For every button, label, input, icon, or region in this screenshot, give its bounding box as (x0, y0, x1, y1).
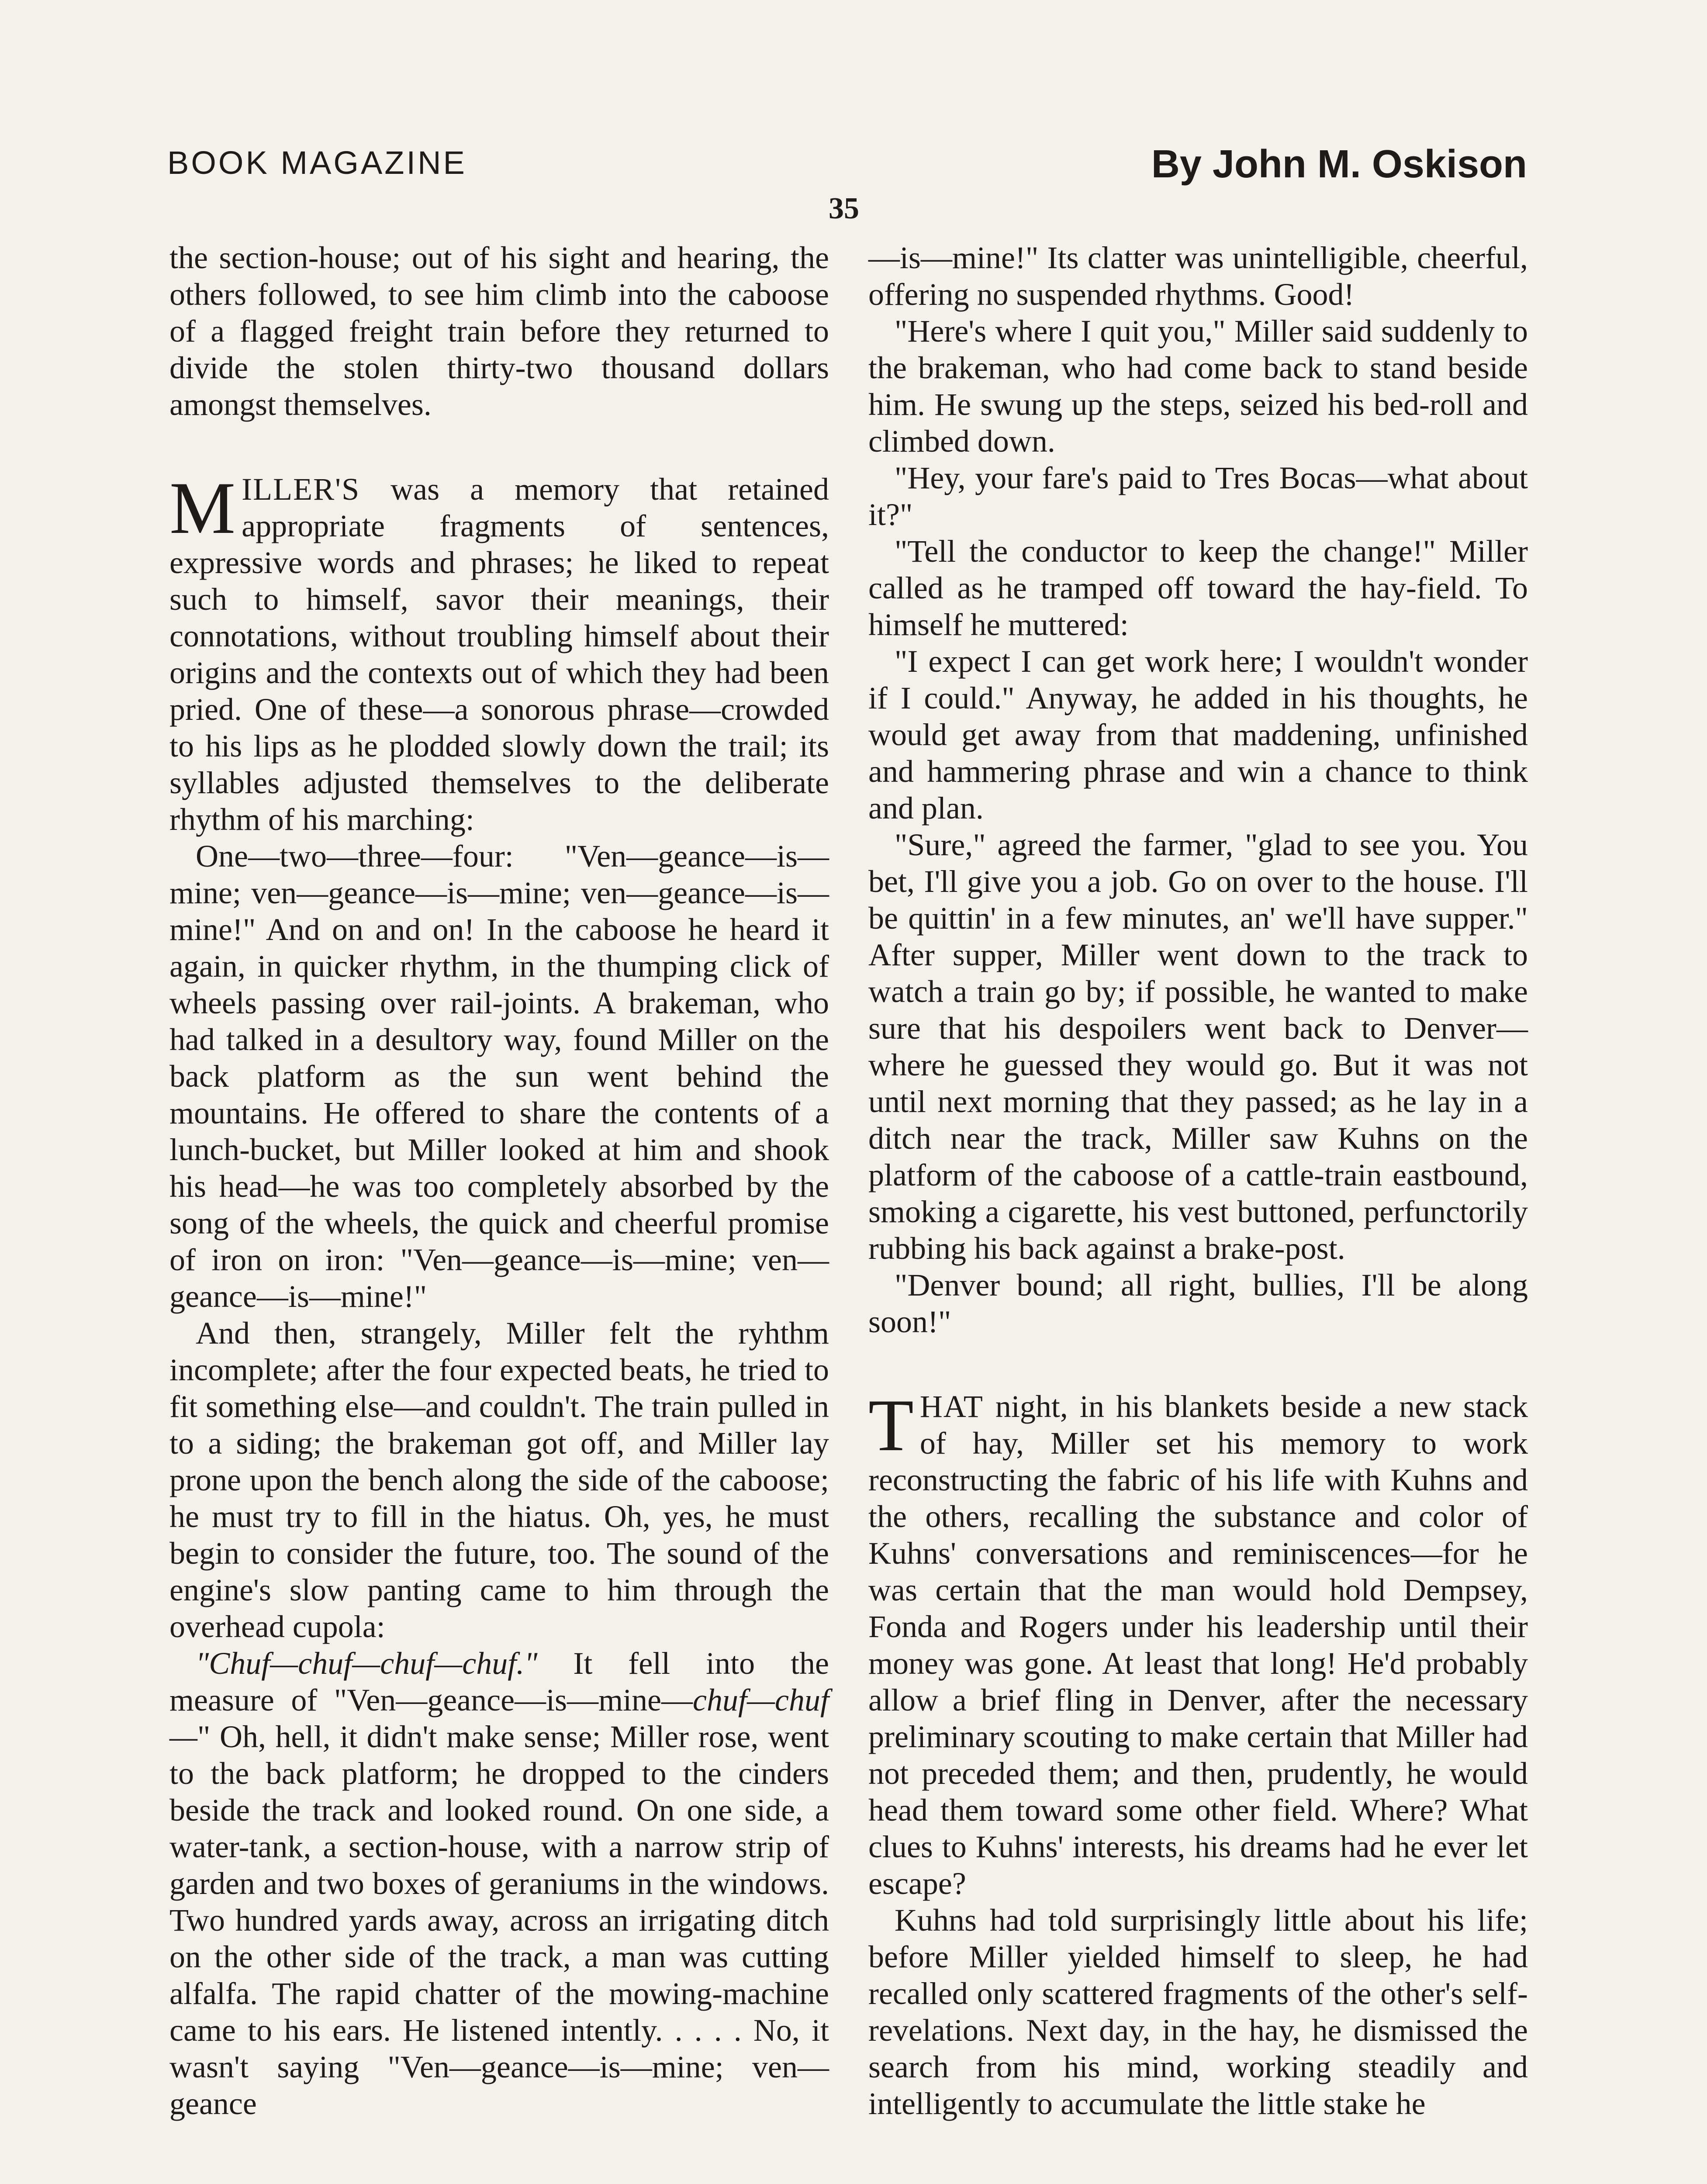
section-paragraph (169, 467, 829, 838)
lead-caps: ILLER'S (242, 472, 360, 507)
paragraph: Kuhns had told surprisingly little about his life; before Miller yielded himself to sleep, he had recalled only scattered fragments of the other's self-revelations. Next day, in the hay, he dismissed the search from his mind, working steadily and intelligently to accumulate the little stake he (868, 1903, 1528, 2121)
drop-cap: M (169, 467, 236, 549)
page-number: 35 (829, 192, 859, 225)
paragraph: "Sure," agreed the farmer, "glad to see you. You bet, I'll give you a job. Go on over to the house. I'll be quittin' in a few minutes, an' we'll have supper." After supper, Miller went down to the track to watch a train go by; if possible, he wanted to make sure that his despoilers went back to Denver—where he guessed they would go. But it was not until next morning that they passed; as he lay in a ditch near the track, Miller saw Kuhns on the platform of the caboose of a cattle-train eastbound, smoking a cigarette, his vest buttoned, perfunctorily rubbing his back against a brake-post. (868, 827, 1528, 1266)
paragraph-text: was a memory that retained appropriate fragments of sentences, expressive words and phrases; he liked to repeat such to himself, savor their meanings, their connotations, without troubling himself about their origins and the contexts out of which they had been pried. One of these—a sonorous phrase—crowded to his lips as he plodded slowly down the trail; its syllables adjusted themselves to the deliberate rhythm of his marching: (169, 472, 829, 837)
paragraph: "Tell the conductor to keep the change!" Miller called as he tramped off toward the hay-field. To himself he muttered: (868, 534, 1528, 642)
italic-text: chuf—chuf— (169, 1683, 829, 1754)
paragraph: "I expect I can get work here; I wouldn't wonder if I could." Anyway, he added in his thoughts, he would get away from that maddening, unfinished and hammering phrase and win a chance to think and plan. (868, 644, 1528, 826)
paragraph (169, 1645, 829, 2122)
paragraph-text: night, in his blankets beside a new stack of hay, Miller set his memory to work reconstructing the fabric of his life with Kuhns and the others, recalling the substance and color of Kuhns' conversations and reminiscences—for he was certain that the man would hold Dempsey, Fonda and Rogers under his leadership until their money was gone. At least that long! He'd probably allow a brief fling in Denver, after the necessary preliminary scouting to make certain that Miller had not preceded them; and then, prudently, he would head them toward some other field. Where? What clues to Kuhns' interests, his dreams had he ever let escape? (868, 1389, 1528, 1901)
paragraph: "Hey, your fare's paid to Tres Bocas—what about it?" (868, 460, 1528, 532)
right-column (868, 239, 1528, 2122)
drop-cap: T (868, 1384, 914, 1466)
paragraph: —is—mine!" Its clatter was unintelligible, cheerful, offering no suspended rhythms. Good! (868, 240, 1528, 312)
paragraph: And then, strangely, Miller felt the ryhthm incomplete; after the four expected beats, he tried to fit something else—and couldn't. The train pulled in to a siding; the brakeman got off, and Miller lay prone upon the bench along the side of the caboose; he must try to fill in the hiatus. Oh, yes, he must begin to consider the future, too. The sound of the engine's slow panting came to him through the overhead cupola: (169, 1316, 829, 1644)
magazine-title: BOOK MAGAZINE (167, 145, 467, 181)
paragraph: the section-house; out of his sight and hearing, the others followed, to see him climb into the caboose of a flagged freight train before they returned to divide the stolen thirty-two thousand dollars amongst themselves. (169, 240, 829, 422)
paragraph-text: " Oh, hell, it didn't make sense; Miller rose, went to the back platform; he dropped to the cinders beside the track and looked round. On one side, a water-tank, a section-house, with a narrow strip of garden and two boxes of geraniums in the windows. Two hundred yards away, across an irrigating ditch on the other side of the track, a man was cutting alfalfa. The rapid chatter of the mowing-machine came to his ears. He listened intently. . . . . No, it wasn't saying "Ven—geance—is—mine; ven—geance (169, 1719, 829, 2121)
paragraph: "Denver bound; all right, bullies, I'll be along soon!" (868, 1268, 1528, 1339)
paragraph-text: It fell into the measure of "Ven—geance—is—mine— (169, 1646, 829, 1717)
left-column (169, 239, 829, 2122)
lead-caps: HAT (919, 1389, 984, 1424)
paragraph: One—two—three—four: "Ven—geance—is—mine; ven—geance—is—mine; ven—geance—is—mine!" And on and on! In the caboose he heard it again, in quicker rhythm, in the thumping click of wheels passing over rail-joints. A brakeman, who had talked in a desultory way, found Miller on the back platform as the sun went behind the mountains. He offered to share the contents of a lunch-bucket, but Miller looked at him and shook his head—he was too completely absorbed by the song of the wheels, the quick and cheerful promise of iron on iron: "Ven—geance—is—mine; ven—geance—is—mine!" (169, 839, 829, 1314)
paragraph: "Here's where I quit you," Miller said suddenly to the brakeman, who had come back to stand beside him. He swung up the steps, seized his bed-roll and climbed down. (868, 314, 1528, 459)
section-paragraph (868, 1384, 1528, 1902)
italic-text: "Chuf—chuf—chuf—chuf." (196, 1646, 538, 1681)
author-byline: By John M. Oskison (1151, 142, 1527, 186)
